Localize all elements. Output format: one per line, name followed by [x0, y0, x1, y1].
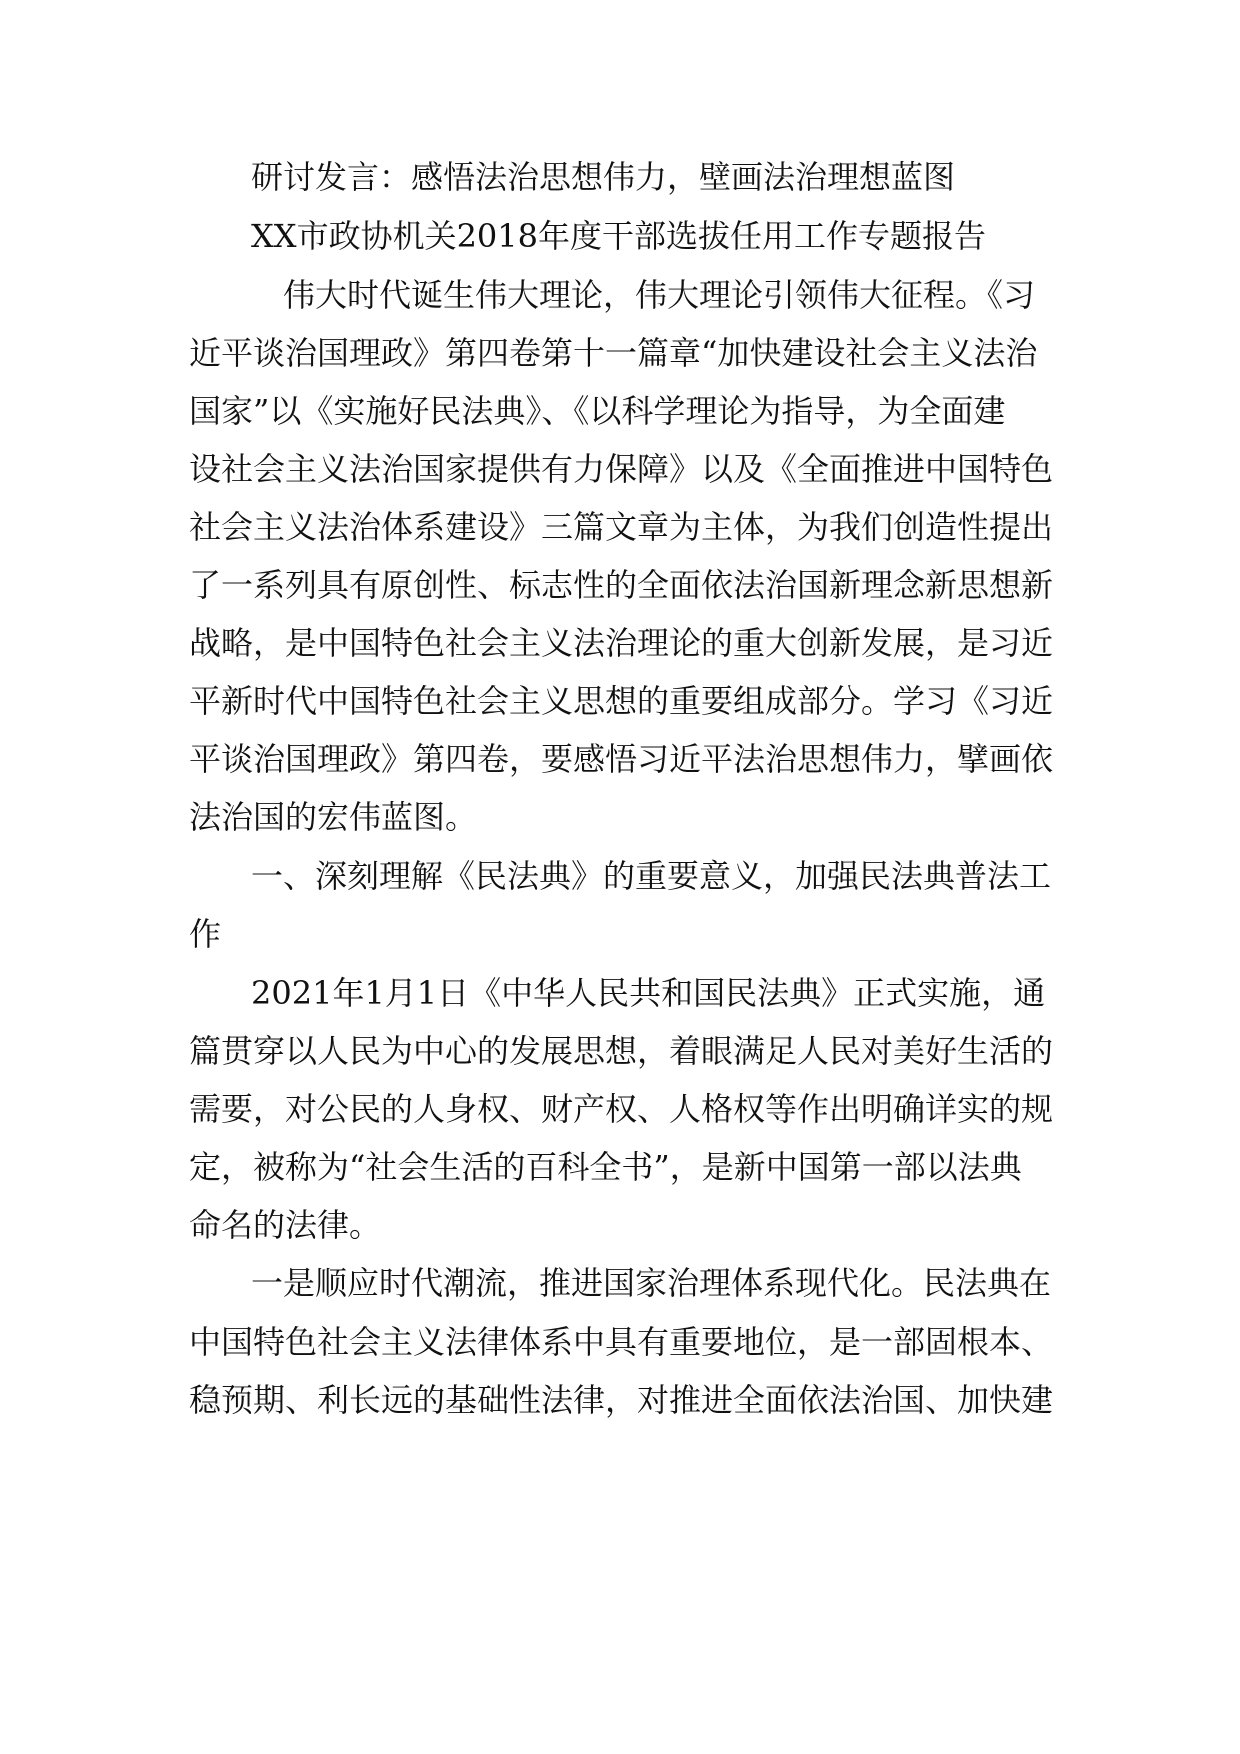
paragraph-line: 定，被称为“社会生活的百科全书”，是新中国第一部以法典 — [189, 1148, 1022, 1186]
paragraph-line: 国家”以《实施好民法典》、《以科学理论为指导，为全面建 — [189, 392, 1006, 430]
paragraph-line: 一是顺应时代潮流，推进国家治理体系现代化。民法典在 — [251, 1264, 1052, 1302]
paragraph-line: 需要，对公民的人身权、财产权、人格权等作出明确详实的规 — [189, 1090, 1054, 1128]
document-title: 研讨发言：感悟法治思想伟力，壁画法治理想蓝图 — [251, 158, 956, 196]
paragraph-line: 篇贯穿以人民为中心的发展思想，着眼满足人民对美好生活的 — [189, 1032, 1054, 1070]
paragraph-line: 稳预期、利长远的基础性法律，对推进全面依法治国、加快建 — [189, 1381, 1054, 1419]
paragraph-line: 了一系列具有原创性、标志性的全面依法治国新理念新思想新 — [189, 566, 1054, 604]
paragraph-line: 平新时代中国特色社会主义思想的重要组成部分。学习《习近 — [189, 682, 1054, 720]
paragraph-line: 2021年1月1日《中华人民共和国民法典》正式实施，通 — [251, 974, 1046, 1012]
paragraph-line: 近平谈治国理政》第四卷第十一篇章“加快建设社会主义法治 — [189, 334, 1038, 372]
section-heading-continued: 作 — [189, 915, 222, 953]
paragraph-line: 社会主义法治体系建设》三篇文章为主体，为我们创造性提出 — [189, 508, 1054, 546]
paragraph-line: 战略，是中国特色社会主义法治理论的重大创新发展，是习近 — [189, 624, 1054, 662]
paragraph-line: 设社会主义法治国家提供有力保障》以及《全面推进中国特色 — [189, 450, 1054, 488]
document-subtitle: XX市政协机关2018年度干部选拔任用工作专题报告 — [251, 217, 987, 255]
paragraph-line: 中国特色社会主义法律体系中具有重要地位，是一部固根本、 — [189, 1323, 1054, 1361]
paragraph-line: 法治国的宏伟蓝图。 — [189, 798, 478, 836]
paragraph-line: 伟大时代诞生伟大理论，伟大理论引领伟大征程。《习 — [283, 276, 1036, 314]
paragraph-line: 命名的法律。 — [189, 1206, 382, 1244]
paragraph-line: 平谈治国理政》第四卷，要感悟习近平法治思想伟力，擘画依 — [189, 740, 1054, 778]
section-heading: 一、深刻理解《民法典》的重要意义，加强民法典普法工 — [251, 857, 1052, 895]
